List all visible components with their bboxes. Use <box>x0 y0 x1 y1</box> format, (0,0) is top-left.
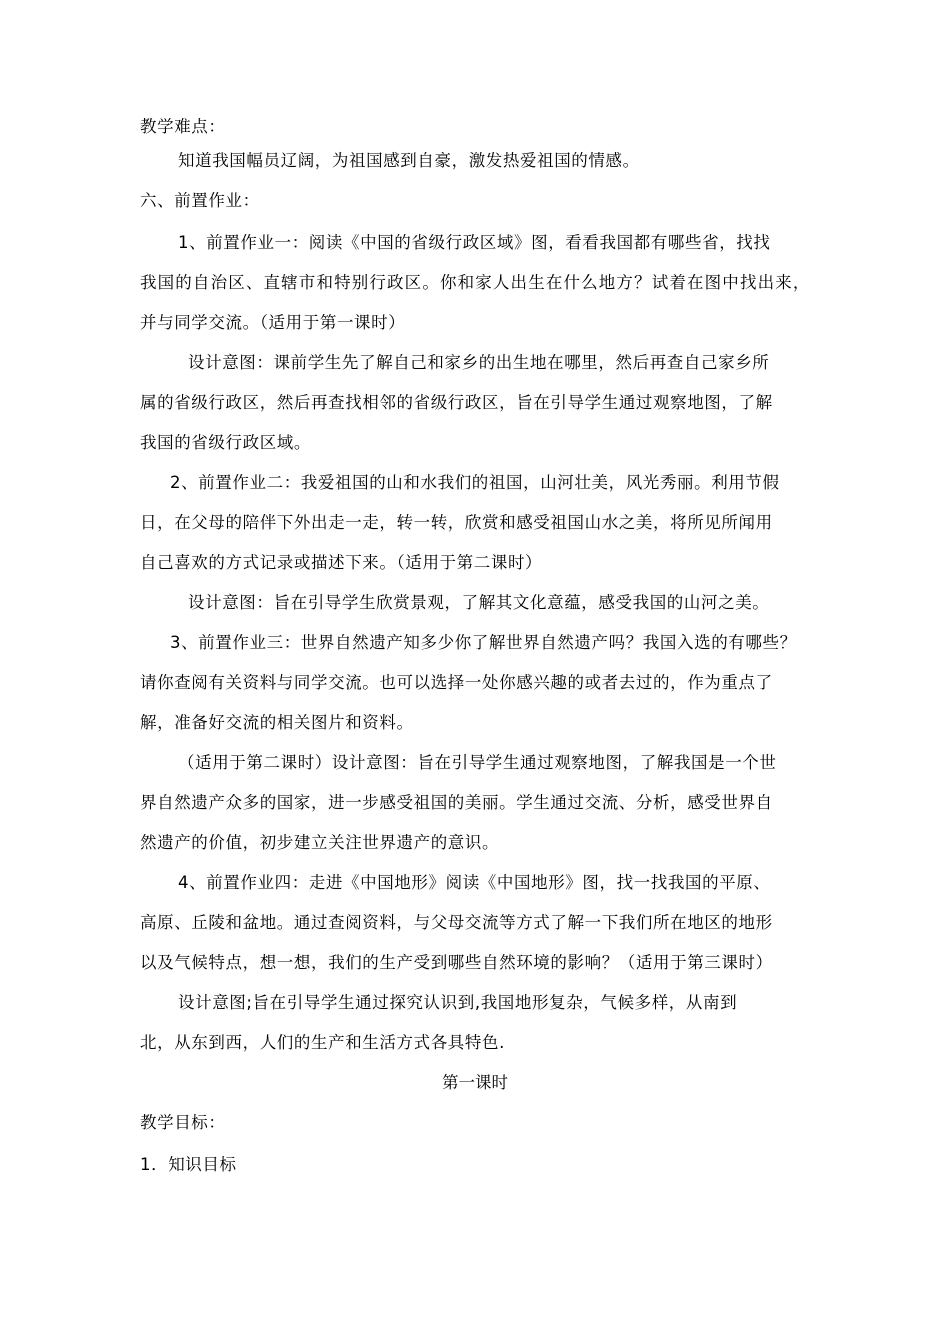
homework-4-line-3: 以及气候特点，想一想，我们的生产受到哪些自然环境的影响？（适用于第三课时） <box>140 953 773 972</box>
homework-1-line-1: 1、前置作业一：阅读《中国的省级行政区域》图，看看我国都有哪些省，找找 <box>178 233 771 252</box>
homework-1-line-3: 并与同学交流。（适用于第一课时） <box>140 313 406 332</box>
homework-4-line-1: 4、前置作业四：走进《中国地形》阅读《中国地形》图，找一找我国的平原、 <box>178 873 771 892</box>
homework-3-intent-line-2: 界自然遗产众多的国家，进一步感受祖国的美丽。学生通过交流、分析，感受世界自 <box>140 793 773 812</box>
objectives-heading: 教学目标： <box>140 1113 226 1132</box>
first-objective: 1．知识目标 <box>140 1155 237 1174</box>
homework-1-intent-line-1: 设计意图：课前学生先了解自己和家乡的出生地在哪里，然后再查自己家乡所 <box>188 353 770 372</box>
homework-2-line-1: 2、前置作业二：我爱祖国的山和水我们的祖国，山河壮美，风光秀丽。利用节假 <box>170 473 780 492</box>
homework-3-intent-line-3: 然遗产的价值，初步建立关注世界遗产的意识。 <box>140 833 500 852</box>
homework-3-line-3: 解，准备好交流的相关图片和资料。 <box>140 713 414 732</box>
homework-2-line-2: 日，在父母的陪伴下外出走一走，转一转，欣赏和感受祖国山水之美，将所见所闻用 <box>140 513 773 532</box>
homework-4-intent-line-1: 设计意图;旨在引导学生通过探究认识到,我国地形复杂，气候多样，从南到 <box>178 993 738 1012</box>
homework-1-intent-line-2: 属的省级行政区，然后再查找相邻的省级行政区，旨在引导学生通过观察地图，了解 <box>140 393 773 412</box>
difficulty-heading: 教学难点： <box>140 117 226 136</box>
homework-2-line-3: 自己喜欢的方式记录或描述下来。（适用于第二课时） <box>140 553 543 572</box>
homework-3-line-1: 3、前置作业三：世界自然遗产知多少你了解世界自然遗产吗？我国入选的有哪些？ <box>170 633 797 652</box>
difficulty-text: 知道我国幅员辽阔，为祖国感到自豪，激发热爱祖国的情感。 <box>178 151 640 170</box>
homework-1-line-2: 我国的自治区、直辖市和特别行政区。你和家人出生在什么地方？试着在图中找出来， <box>140 273 810 292</box>
homework-4-intent-line-2: 北，从东到西，人们的生产和生活方式各具特色. <box>140 1033 505 1052</box>
lesson-title: 第一课时 <box>442 1073 508 1092</box>
pre-homework-heading: 六、前置作业： <box>140 191 260 210</box>
homework-3-intent-line-1: （适用于第二课时）设计意图：旨在引导学生通过观察地图，了解我国是一个世 <box>178 753 777 772</box>
homework-3-line-2: 请你查阅有关资料与同学交流。也可以选择一处你感兴趣的或者去过的，作为重点了 <box>140 673 773 692</box>
homework-2-intent-line-1: 设计意图：旨在引导学生欣赏景观，了解其文化意蕴，感受我国的山河之美。 <box>188 593 770 612</box>
homework-4-line-2: 高原、丘陵和盆地。通过查阅资料，与父母交流等方式了解一下我们所在地区的地形 <box>140 913 773 932</box>
homework-1-intent-line-3: 我国的省级行政区域。 <box>140 433 311 452</box>
